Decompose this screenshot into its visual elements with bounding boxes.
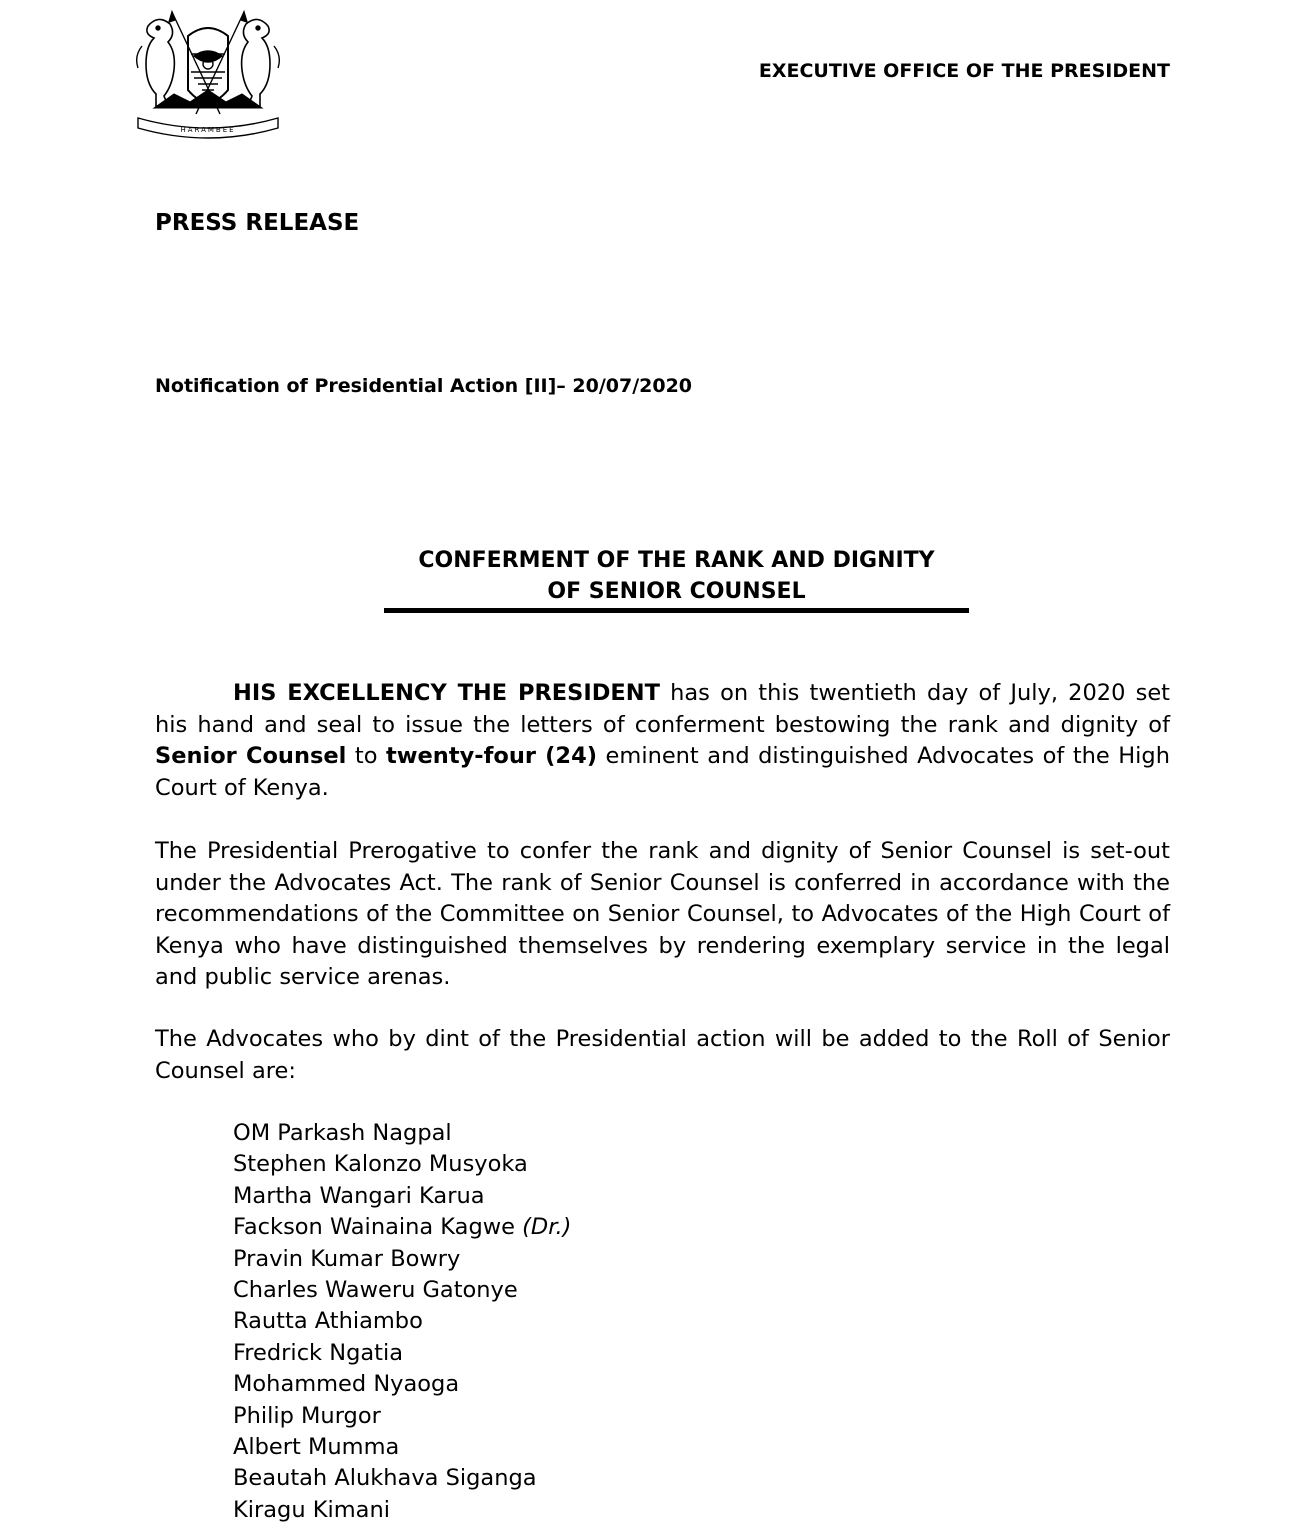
paragraph-roll-intro: The Advocates who by dint of the Presidential action will be added to the Roll of Senior Counsel are: <box>155 1026 1170 1084</box>
advocate-name-text: Pravin Kumar Bowry <box>233 1245 461 1272</box>
advocate-name <box>233 1244 571 1275</box>
heading-line-2: OF SENIOR COUNSEL <box>547 579 806 604</box>
advocate-name <box>233 1118 571 1149</box>
advocate-list <box>233 1118 571 1526</box>
advocate-title: (Dr.) <box>522 1214 572 1241</box>
heading-line-1: CONFERMENT OF THE RANK AND DIGNITY <box>418 548 935 573</box>
coat-of-arms-icon <box>128 6 288 140</box>
advocate-name <box>233 1338 571 1369</box>
advocate-name <box>233 1149 571 1180</box>
advocate-name <box>233 1432 571 1463</box>
advocate-name-text: Charles Waweru Gatonye <box>233 1277 518 1304</box>
advocate-name-text: Stephen Kalonzo Musyoka <box>233 1151 528 1178</box>
para1-text-a: has on this twentieth day of July, 2020 set his hand and seal to issue the letters of conferment bestowing the rank and dignity of <box>155 680 1170 738</box>
advocate-name <box>233 1306 571 1337</box>
paragraph-prerogative: The Presidential Prerogative to confer the rank and dignity of Senior Counsel is set-out under the Advocates Act. The rank of Senior Counsel is conferred in accordance with the recommendations of the Committee on Senior Counsel, to Advocates of the High Court of Kenya who have distinguished themselves by rendering exemplary service in the legal and public service arenas. <box>155 838 1170 990</box>
para1-text-c: eminent and distinguished Advocates of the High Court of Kenya. <box>155 743 1170 801</box>
bold-lead: HIS EXCELLENCY THE PRESIDENT <box>233 680 660 706</box>
advocate-name <box>233 1212 571 1243</box>
advocate-name-text: Fackson Wainaina Kagwe <box>233 1214 515 1241</box>
heading-underline <box>384 608 969 613</box>
advocate-name <box>233 1369 571 1400</box>
para1-text-b: to <box>346 743 386 769</box>
advocate-name <box>233 1401 571 1432</box>
advocate-name-text: OM Parkash Nagpal <box>233 1120 452 1146</box>
advocate-name-text: Rautta Athiambo <box>233 1308 423 1335</box>
svg-text:HARAMBEE: HARAMBEE <box>180 126 236 134</box>
notification-line: Notification of Presidential Action [II]– 20/07/2020 <box>155 375 693 397</box>
document-type: PRESS RELEASE <box>155 210 360 236</box>
advocate-name-text: Fredrick Ngatia <box>233 1339 404 1366</box>
advocate-name-text: Albert Mumma <box>233 1434 400 1461</box>
paragraph-conferment <box>155 678 1170 804</box>
bold-count: twenty-four (24) <box>386 743 598 769</box>
advocate-name-text: Martha Wangari Karua <box>233 1182 485 1209</box>
advocate-name-text: Kiragu Kimani <box>233 1496 390 1523</box>
advocate-name-text: Mohammed Nyaoga <box>233 1371 460 1398</box>
office-title: EXECUTIVE OFFICE OF THE PRESIDENT <box>758 60 1170 82</box>
advocate-name-text: Beautah Alukhava Siganga <box>233 1465 537 1492</box>
bold-rank: Senior Counsel <box>155 743 347 769</box>
advocate-name <box>233 1275 571 1306</box>
advocate-name <box>233 1495 571 1526</box>
document-heading <box>384 545 969 607</box>
advocate-name-text: Philip Murgor <box>233 1402 381 1429</box>
advocate-name <box>233 1463 571 1494</box>
advocate-name <box>233 1181 571 1212</box>
